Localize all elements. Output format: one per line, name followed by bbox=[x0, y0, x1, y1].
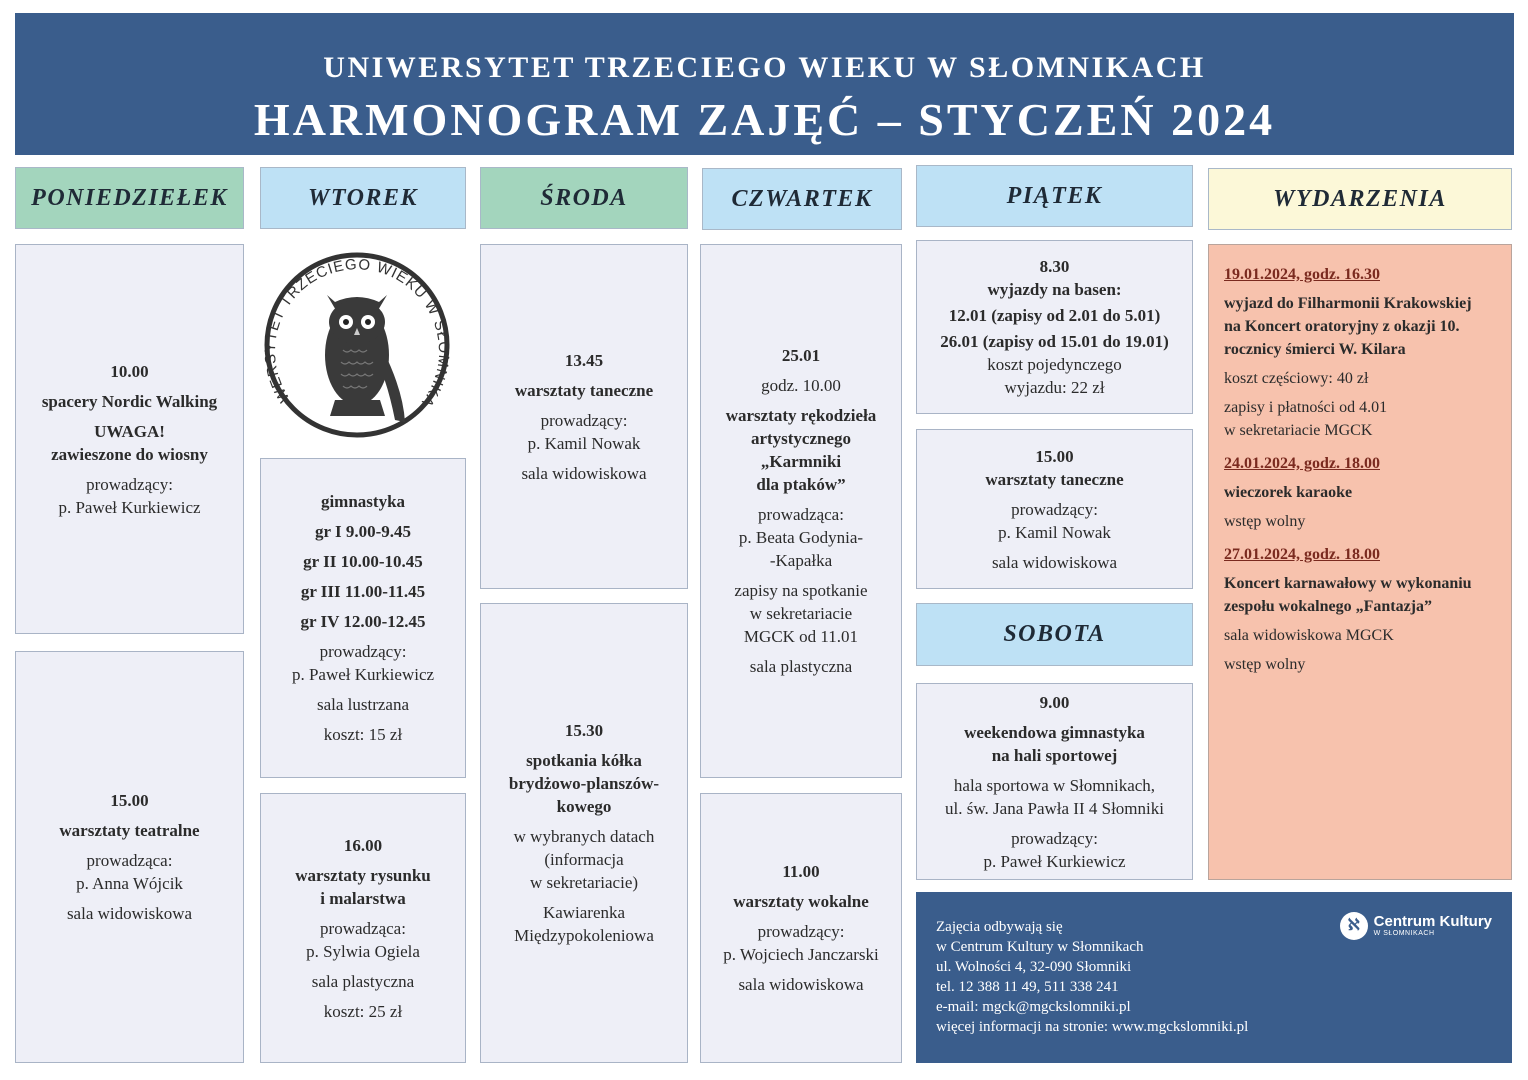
time: 8.30 bbox=[1039, 257, 1070, 276]
leader-name-1: p. Beata Godynia- bbox=[738, 528, 864, 547]
leader-name: p. Paweł Kurkiewicz bbox=[983, 851, 1126, 871]
leader-label: prowadzący: bbox=[1011, 828, 1098, 848]
tuesday-gymnastics-box bbox=[260, 458, 466, 778]
event-date: 24.01.2024, godz. 18.00 bbox=[1224, 455, 1380, 472]
footer-line: Zajęcia odbywają się bbox=[936, 919, 1063, 935]
event-registration: w sekretariacie MGCK bbox=[1224, 422, 1373, 439]
footer-phone: tel. 12 388 11 49, 511 338 241 bbox=[936, 979, 1119, 995]
activity-title-3: „Karmniki bbox=[760, 452, 842, 471]
cost-2: wyjazdu: 22 zł bbox=[1004, 378, 1105, 397]
activity-title-1: weekendowa gimnastyka bbox=[964, 722, 1145, 742]
activity-title-2: brydżowo-planszów- bbox=[508, 774, 660, 793]
leader-label: prowadzący: bbox=[540, 410, 628, 430]
monday-theatre-box bbox=[15, 651, 244, 1063]
leader-name: p. Kamil Nowak bbox=[527, 433, 641, 453]
place-1: hala sportowa w Słomnikach, bbox=[953, 775, 1156, 795]
activity-title-1: spotkania kółka bbox=[526, 751, 642, 770]
time: 15.30 bbox=[564, 721, 604, 740]
day-header-wednesday: ŚRODA bbox=[480, 167, 688, 229]
time: godz. 10.00 bbox=[761, 376, 841, 395]
leader-label: prowadząca: bbox=[86, 851, 173, 870]
note-2: (informacja bbox=[544, 850, 624, 869]
activity-title: wyjazdy na basen: bbox=[987, 280, 1122, 299]
leader-name: p. Paweł Kurkiewicz bbox=[291, 665, 435, 684]
place-2: Międzypokoleniowa bbox=[514, 926, 654, 945]
page-title: UNIWERSYTET TRZECIEGO WIEKU W SŁOMNIKACH bbox=[323, 51, 1206, 84]
footer-line: w Centrum Kultury w Słomnikach bbox=[936, 939, 1144, 955]
cost-1: koszt pojedynczego bbox=[987, 355, 1122, 374]
contact-footer bbox=[916, 892, 1512, 1063]
registration-1: zapisy na spotkanie bbox=[734, 581, 868, 600]
utw-owl-logo bbox=[255, 240, 465, 450]
activity-title-2: i malarstwa bbox=[320, 888, 406, 908]
activity-title: warsztaty taneczne bbox=[985, 469, 1124, 489]
activity-title-3: kowego bbox=[556, 797, 612, 816]
footer-address: ul. Wolności 4, 32-090 Słomniki bbox=[936, 959, 1132, 975]
group-1: gr I 9.00-9.45 bbox=[314, 522, 411, 541]
day-header-tuesday: WTOREK bbox=[260, 167, 466, 229]
note-3: w sekretariacie) bbox=[529, 873, 639, 892]
activity-title-1: warsztaty rękodzieła bbox=[725, 406, 877, 425]
date-2: 26.01 (zapisy od 15.01 do 19.01) bbox=[940, 332, 1169, 351]
event-title: na Koncert oratoryjny z okazji 10. bbox=[1224, 318, 1460, 335]
event-room: sala widowiskowa MGCK bbox=[1224, 627, 1394, 644]
friday-dance-box bbox=[916, 429, 1193, 589]
room: sala lustrzana bbox=[316, 695, 410, 714]
event-entry: wstęp wolny bbox=[1224, 656, 1306, 673]
time: 9.00 bbox=[1039, 692, 1070, 712]
registration-3: MGCK od 11.01 bbox=[743, 627, 859, 646]
time: 15.00 bbox=[110, 791, 149, 810]
cost: koszt: 15 zł bbox=[323, 725, 403, 744]
centrum-kultury-logo-icon: ℵ bbox=[1340, 912, 1368, 940]
day-header-events: WYDARZENIA bbox=[1208, 168, 1512, 230]
event-title: wyjazd do Filharmonii Krakowskiej bbox=[1224, 295, 1472, 312]
activity-title-4: dla ptaków” bbox=[756, 475, 846, 494]
event-registration: zapisy i płatności od 4.01 bbox=[1224, 399, 1388, 416]
event-title: Koncert karnawałowy w wykonaniu bbox=[1224, 575, 1472, 592]
leader-name: p. Paweł Kurkiewicz bbox=[58, 497, 201, 517]
group-4: gr IV 12.00-12.45 bbox=[300, 612, 426, 631]
logo-arc-text: WERSYTET TRZECIEGO WIEKU W SŁOMNIKA bbox=[261, 256, 453, 411]
day-header-friday: PIĄTEK bbox=[916, 165, 1193, 227]
room: sala widowiskowa bbox=[991, 552, 1118, 572]
activity-title: spacery Nordic Walking bbox=[41, 391, 218, 411]
time: 15.00 bbox=[1035, 446, 1074, 466]
registration-2: w sekretariacie bbox=[749, 604, 853, 623]
friday-pool-box bbox=[916, 240, 1193, 414]
leader-label: prowadząca: bbox=[758, 505, 844, 524]
event-cost: koszt częściowy: 40 zł bbox=[1224, 370, 1369, 387]
room: sala plastyczna bbox=[311, 971, 415, 991]
thursday-handicraft-box bbox=[700, 244, 902, 778]
page-subtitle: HARMONOGRAM ZAJĘĆ – STYCZEŃ 2024 bbox=[253, 94, 1276, 145]
leader-name: p. Anna Wójcik bbox=[76, 874, 183, 893]
activity-title-2: na hali sportowej bbox=[991, 745, 1118, 765]
leader-label: prowadzący: bbox=[319, 642, 407, 661]
activity-title-2: artystycznego bbox=[750, 429, 852, 448]
group-2: gr II 10.00-10.45 bbox=[303, 552, 423, 571]
event-date: 19.01.2024, godz. 16.30 bbox=[1224, 266, 1380, 283]
footer-email[interactable]: e-mail: mgck@mgckslomniki.pl bbox=[936, 999, 1131, 1015]
warning-text: zawieszone do wiosny bbox=[51, 444, 208, 464]
owl-logo-icon bbox=[255, 240, 465, 450]
thursday-vocal-box bbox=[700, 793, 902, 1063]
room: sala widowiskowa bbox=[738, 975, 864, 994]
leader-label: prowadzący: bbox=[1011, 499, 1098, 519]
leader-label: prowadzący: bbox=[86, 474, 173, 494]
time: 10.00 bbox=[110, 361, 149, 381]
time: 13.45 bbox=[564, 350, 604, 370]
group-3: gr III 11.00-11.45 bbox=[300, 582, 426, 601]
room: sala widowiskowa bbox=[66, 904, 193, 923]
centrum-kultury-logo bbox=[1340, 912, 1492, 940]
wednesday-bridge-box bbox=[480, 603, 688, 1063]
cost: koszt: 25 zł bbox=[323, 1001, 403, 1021]
event-entry: wstęp wolny bbox=[1224, 513, 1306, 530]
tuesday-drawing-box bbox=[260, 793, 466, 1063]
date: 25.01 bbox=[781, 346, 821, 365]
activity-title: warsztaty taneczne bbox=[514, 380, 654, 400]
event-date: 27.01.2024, godz. 18.00 bbox=[1224, 546, 1380, 563]
time: 11.00 bbox=[782, 862, 820, 881]
day-header-monday: PONIEDZIEŁEK bbox=[15, 167, 244, 229]
page-header bbox=[15, 13, 1514, 155]
room: sala plastyczna bbox=[749, 657, 853, 676]
activity-title: warsztaty wokalne bbox=[733, 892, 869, 911]
day-header-saturday: SOBOTA bbox=[916, 603, 1193, 666]
day-header-thursday: CZWARTEK bbox=[702, 168, 902, 230]
event-title: zespołu wokalnego „Fantazja” bbox=[1224, 598, 1432, 615]
warning-label: UWAGA! bbox=[94, 421, 165, 441]
place-1: Kawiarenka bbox=[542, 903, 626, 922]
logo-subtitle: W SŁOMNIKACH bbox=[1373, 930, 1435, 937]
leader-name: p. Wojciech Janczarski bbox=[723, 945, 879, 964]
activity-title: gimnastyka bbox=[320, 492, 406, 511]
events-panel bbox=[1208, 244, 1512, 880]
logo-name: Centrum Kultury bbox=[1373, 913, 1492, 930]
place-2: ul. św. Jana Pawła II 4 Słomniki bbox=[945, 798, 1164, 818]
wednesday-dance-box bbox=[480, 244, 688, 589]
monday-nordic-walking-box bbox=[15, 244, 244, 634]
event-title: rocznicy śmierci W. Kilara bbox=[1224, 341, 1406, 358]
leader-label: prowadząca: bbox=[320, 918, 406, 938]
note-1: w wybranych datach bbox=[513, 827, 655, 846]
leader-label: prowadzący: bbox=[757, 922, 845, 941]
activity-title: warsztaty teatralne bbox=[59, 821, 200, 840]
event-title: wieczorek karaoke bbox=[1224, 484, 1353, 501]
saturday-gymnastics-box bbox=[916, 683, 1193, 880]
footer-website[interactable]: więcej informacji na stronie: www.mgckslomniki.pl bbox=[936, 1019, 1249, 1035]
leader-name: p. Sylwia Ogiela bbox=[306, 941, 420, 961]
leader-name: p. Kamil Nowak bbox=[998, 522, 1111, 542]
date-1: 12.01 (zapisy od 2.01 do 5.01) bbox=[948, 306, 1161, 325]
activity-title-1: warsztaty rysunku bbox=[295, 865, 431, 885]
time: 16.00 bbox=[343, 835, 383, 855]
leader-name-2: -Kapałka bbox=[769, 551, 833, 570]
room: sala widowiskowa bbox=[521, 463, 647, 483]
